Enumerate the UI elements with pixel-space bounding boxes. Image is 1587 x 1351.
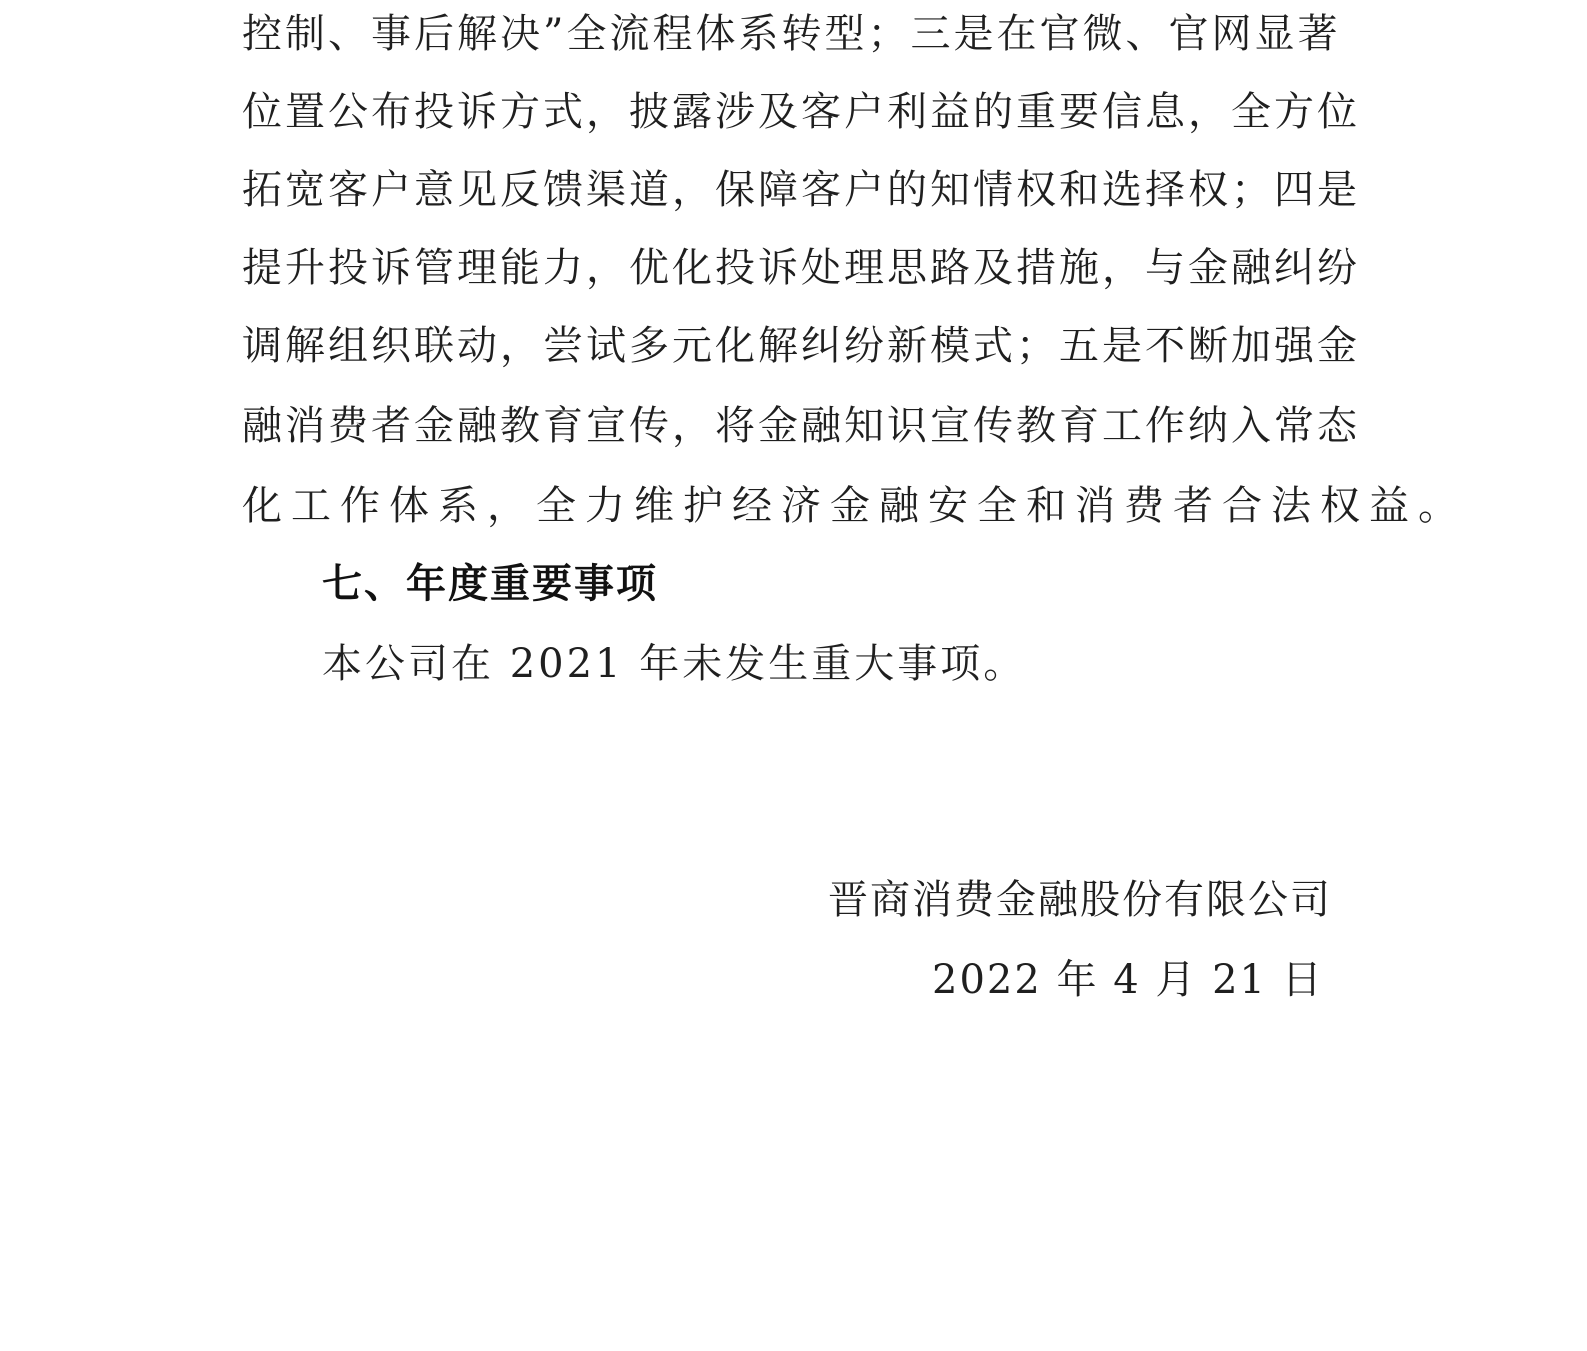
paragraph-line-7: 化工作体系，全力维护经济金融安全和消费者合法权益。	[242, 483, 1467, 529]
paragraph-line-4: 提升投诉管理能力，优化投诉处理思路及措施，与金融纠纷	[242, 245, 1360, 291]
section-heading: 七、年度重要事项	[322, 561, 658, 607]
paragraph-line-2: 位置公布投诉方式，披露涉及客户利益的重要信息，全方位	[242, 89, 1360, 135]
paragraph-line-1: 控制、事后解决”全流程体系转型；三是在官微、官网显著	[242, 11, 1341, 57]
paragraph-line-3: 拓宽客户意见反馈渠道，保障客户的知情权和选择权；四是	[242, 167, 1360, 213]
paragraph-line-6: 融消费者金融教育宣传，将金融知识宣传教育工作纳入常态	[242, 403, 1360, 449]
paragraph-line-5: 调解组织联动，尝试多元化解纠纷新模式；五是不断加强金	[242, 323, 1360, 369]
signature-date: 2022 年 4 月 21 日	[932, 957, 1324, 1003]
signature-company: 晋商消费金融股份有限公司	[828, 877, 1330, 923]
section-body: 本公司在 2021 年未发生重大事项。	[322, 641, 1027, 687]
